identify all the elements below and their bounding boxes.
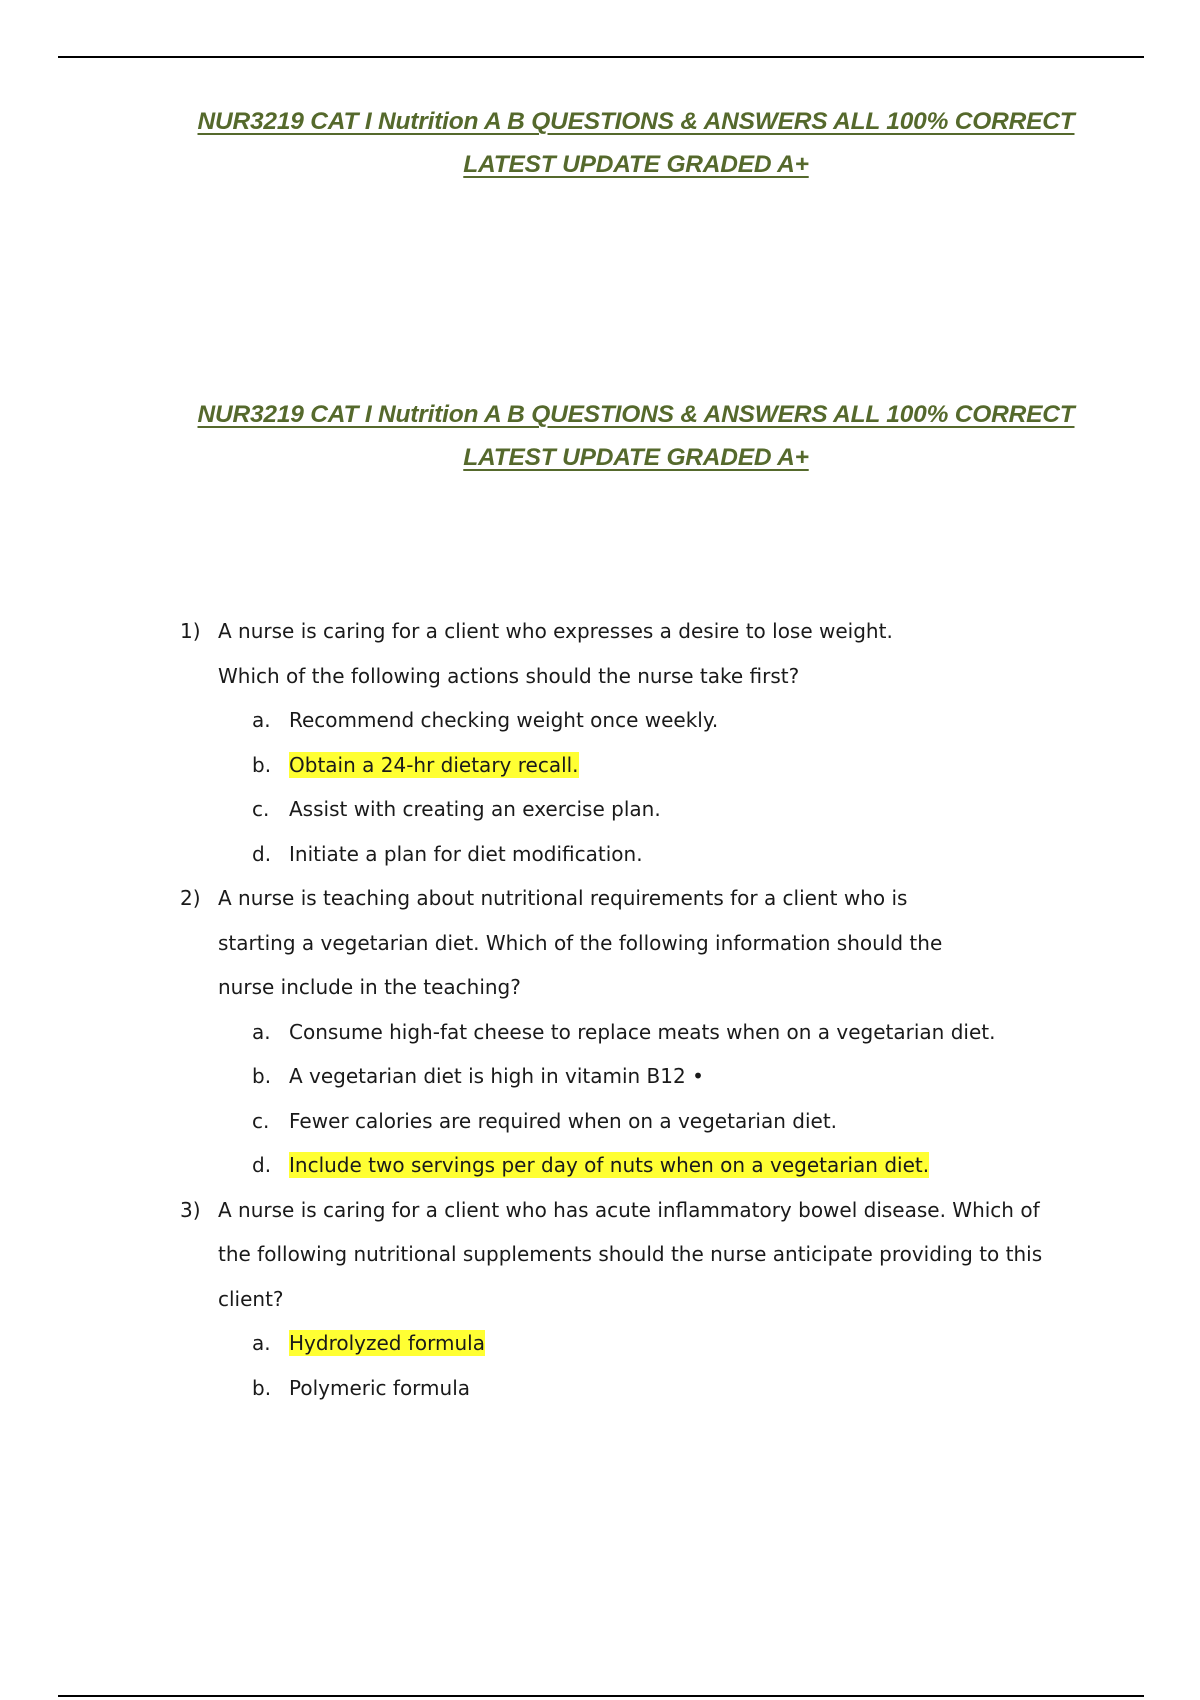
question-text: A nurse is caring for a client who expresses a desire to lose weight. Which of the following actions should the nurse take first? bbox=[218, 619, 893, 688]
title-line-2: LATEST UPDATE GRADED A+ bbox=[463, 151, 809, 178]
option-text: Assist with creating an exercise plan. bbox=[289, 797, 661, 821]
repeat-title-line-2: LATEST UPDATE GRADED A+ bbox=[463, 444, 809, 471]
question-number: 2) bbox=[180, 886, 201, 910]
option-text: A vegetarian diet is high in vitamin B12 • bbox=[289, 1064, 704, 1088]
option-label: c. bbox=[252, 797, 270, 821]
option-label: d. bbox=[252, 841, 272, 866]
option-text: Fewer calories are required when on a vegetarian diet. bbox=[289, 1108, 838, 1133]
option-label: b. bbox=[252, 752, 272, 777]
option-label: d. bbox=[252, 1153, 272, 1177]
option-label: a. bbox=[252, 1019, 271, 1044]
option-label: c. bbox=[252, 1108, 270, 1133]
option-label: b. bbox=[252, 1375, 272, 1400]
option-c bbox=[252, 1099, 1080, 1144]
bottom-rule bbox=[58, 1695, 1144, 1697]
options-list bbox=[252, 1321, 1080, 1410]
option-text: Recommend checking weight once weekly. bbox=[289, 708, 719, 732]
option-d bbox=[252, 1143, 1080, 1188]
title-line-1: NUR3219 CAT I Nutrition A B QUESTIONS & ANSWERS ALL 100% CORRECT bbox=[197, 108, 1075, 135]
option-b bbox=[252, 1054, 1080, 1099]
options-list bbox=[252, 698, 1080, 876]
options-list bbox=[252, 1010, 1080, 1188]
question-number: 3) bbox=[180, 1197, 201, 1222]
option-text: Consume high-fat cheese to replace meats when on a vegetarian diet. bbox=[289, 1019, 996, 1044]
question-2 bbox=[180, 876, 1080, 1188]
option-b bbox=[252, 1366, 1080, 1411]
question-3 bbox=[180, 1188, 1080, 1411]
question-text: A nurse is caring for a client who has acute inflammatory bowel disease. Which of the following nutritional supplements should the nurse anticipate providing to this client? bbox=[218, 1197, 1043, 1311]
option-a bbox=[252, 1321, 1080, 1366]
option-label: a. bbox=[252, 708, 271, 732]
option-text-highlighted: Hydrolyzed formula bbox=[289, 1331, 485, 1355]
question-1 bbox=[180, 609, 1080, 876]
question-text: A nurse is teaching about nutritional requirements for a client who is starting a vegetarian diet. Which of the following information should the nurse include in the teaching? bbox=[218, 886, 943, 999]
top-rule bbox=[58, 56, 1144, 58]
option-text-highlighted: Obtain a 24-hr dietary recall. bbox=[289, 752, 579, 777]
repeat-title-line-1: NUR3219 CAT I Nutrition A B QUESTIONS & ANSWERS ALL 100% CORRECT bbox=[197, 401, 1075, 428]
option-text-highlighted: Include two servings per day of nuts when on a vegetarian diet. bbox=[289, 1153, 930, 1177]
option-b bbox=[252, 743, 1080, 788]
question-list bbox=[180, 609, 1080, 1410]
option-text: Initiate a plan for diet modification. bbox=[289, 841, 643, 866]
document-title-repeat bbox=[60, 393, 1200, 479]
option-c bbox=[252, 787, 1080, 832]
document-title bbox=[60, 100, 1200, 186]
option-a bbox=[252, 698, 1080, 743]
option-label: a. bbox=[252, 1331, 271, 1355]
option-d bbox=[252, 832, 1080, 877]
option-text: Polymeric formula bbox=[289, 1375, 471, 1400]
option-a bbox=[252, 1010, 1080, 1055]
option-label: b. bbox=[252, 1064, 272, 1088]
question-number: 1) bbox=[180, 619, 201, 643]
